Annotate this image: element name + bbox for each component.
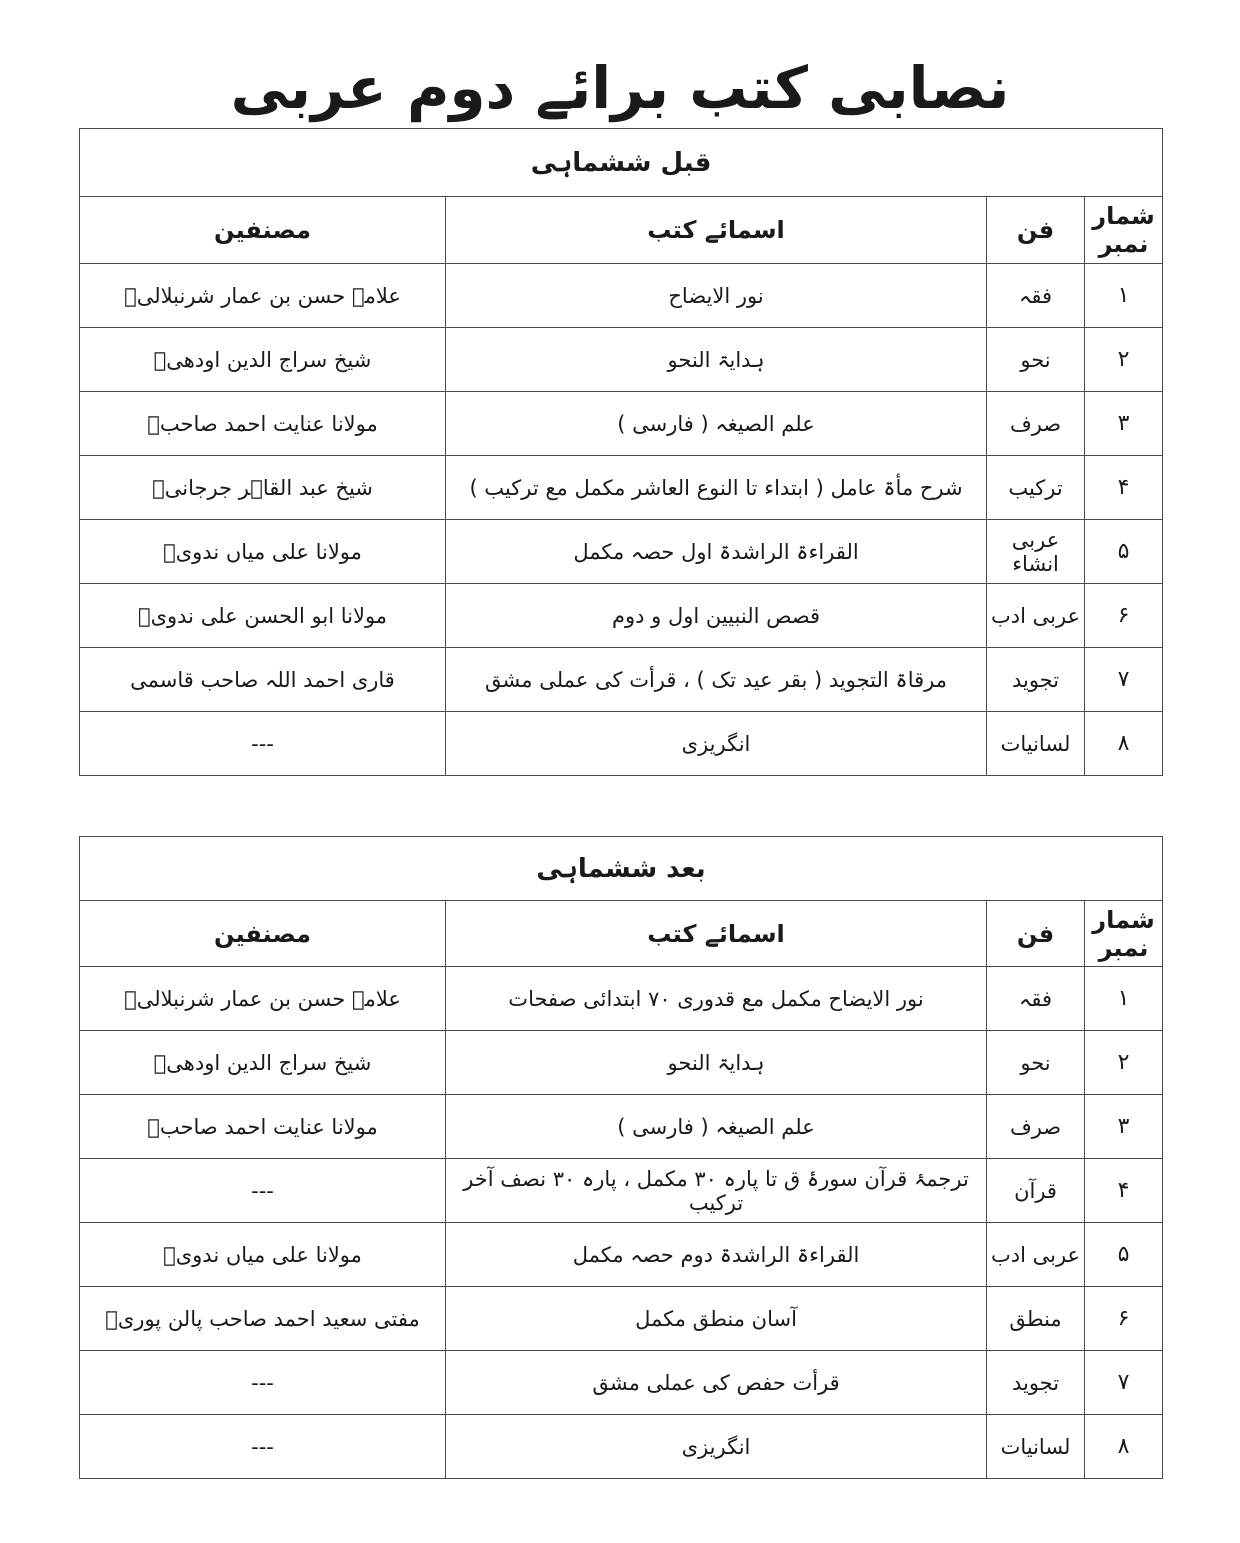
row-book-cell: ہدایۃ النحو [446, 1031, 987, 1095]
row-subject-cell: قرآن [987, 1159, 1085, 1223]
row-author-cell: علامہ حسن بن عمار شرنبلالیؒ [80, 967, 446, 1031]
table-row [80, 1351, 1163, 1415]
column-header-row [80, 197, 1163, 264]
table-row [80, 1287, 1163, 1351]
row-subject-cell: نحو [987, 1031, 1085, 1095]
column-header-book: اسمائے کتب [446, 197, 987, 264]
row-subject-cell: منطق [987, 1287, 1085, 1351]
row-number-cell: ۵ [1085, 1223, 1163, 1287]
row-subject-cell: نحو [987, 328, 1085, 392]
row-subject-cell: تجوید [987, 1351, 1085, 1415]
row-subject-cell: ترکیب [987, 456, 1085, 520]
row-author-cell: علامہ حسن بن عمار شرنبلالیؒ [80, 264, 446, 328]
column-header-subject: فن [987, 197, 1085, 264]
column-header-book: اسمائے کتب [446, 901, 987, 967]
row-number-cell: ۲ [1085, 1031, 1163, 1095]
row-subject-cell: عربی ادب [987, 1223, 1085, 1287]
row-author-cell: مفتی سعید احمد صاحب پالن پوریؒ [80, 1287, 446, 1351]
row-author-cell: قاری احمد اللہ صاحب قاسمی [80, 648, 446, 712]
row-author-cell: شیخ سراج الدین اودھیؒ [80, 328, 446, 392]
row-subject-cell: صرف [987, 1095, 1085, 1159]
row-book-cell: ترجمۂ قرآن سورۂ ق تا پارہ ۳۰ مکمل ، پارہ ۳۰ نصف آخر ترکیب [446, 1159, 987, 1223]
row-author-cell: مولانا علی میاں ندویؒ [80, 1223, 446, 1287]
row-number-cell: ۴ [1085, 456, 1163, 520]
row-number-cell: ۲ [1085, 328, 1163, 392]
row-book-cell: مرقاۃ التجوید ( بقر عید تک ) ، قرأت کی عملی مشق [446, 648, 987, 712]
row-author-cell: شیخ عبد القاہر جرجانیؒ [80, 456, 446, 520]
row-author-cell: --- [80, 1159, 446, 1223]
table-row [80, 264, 1163, 328]
table-row [80, 584, 1163, 648]
row-subject-cell: عربی ادب [987, 584, 1085, 648]
table-body [80, 264, 1163, 776]
row-author-cell: شیخ سراج الدین اودھیؒ [80, 1031, 446, 1095]
row-author-cell: --- [80, 1415, 446, 1479]
row-book-cell: نور الایضاح مکمل مع قدوری ۷۰ ابتدائی صفحات [446, 967, 987, 1031]
table-row [80, 712, 1163, 776]
table-row [80, 967, 1163, 1031]
row-author-cell: مولانا عنایت احمد صاحبؒ [80, 1095, 446, 1159]
row-book-cell: قصص النبیین اول و دوم [446, 584, 987, 648]
row-author-cell: --- [80, 712, 446, 776]
row-number-cell: ۶ [1085, 1287, 1163, 1351]
table-row [80, 1223, 1163, 1287]
row-author-cell: مولانا ابو الحسن علی ندویؒ [80, 584, 446, 648]
table-row [80, 392, 1163, 456]
row-number-cell: ۱ [1085, 264, 1163, 328]
column-header-author: مصنفین [80, 901, 446, 967]
row-author-cell: مولانا عنایت احمد صاحبؒ [80, 392, 446, 456]
column-header-row [80, 901, 1163, 967]
row-subject-cell: صرف [987, 392, 1085, 456]
table-row [80, 328, 1163, 392]
row-book-cell: انگریزی [446, 1415, 987, 1479]
row-subject-cell: لسانیات [987, 1415, 1085, 1479]
table-body [80, 967, 1163, 1479]
row-number-cell: ۵ [1085, 520, 1163, 584]
row-book-cell: قرأت حفص کی عملی مشق [446, 1351, 987, 1415]
row-number-cell: ۸ [1085, 1415, 1163, 1479]
row-subject-cell: فقہ [987, 967, 1085, 1031]
row-subject-cell: عربی انشاء [987, 520, 1085, 584]
row-book-cell: آسان منطق مکمل [446, 1287, 987, 1351]
row-number-cell: ۷ [1085, 648, 1163, 712]
row-book-cell: شرح مأۃ عامل ( ابتداء تا النوع العاشر مکمل مع ترکیب ) [446, 456, 987, 520]
row-number-cell: ۳ [1085, 1095, 1163, 1159]
row-number-cell: ۳ [1085, 392, 1163, 456]
table-row [80, 456, 1163, 520]
syllabus-table-before-midterm [79, 128, 1163, 776]
section-heading: قبل ششماہی [80, 129, 1163, 197]
row-number-cell: ۸ [1085, 712, 1163, 776]
column-header-number: شمار نمبر [1085, 197, 1163, 264]
row-book-cell: علم الصیغہ ( فارسی ) [446, 392, 987, 456]
row-book-cell: علم الصیغہ ( فارسی ) [446, 1095, 987, 1159]
table-row [80, 1159, 1163, 1223]
section-heading: بعد ششماہی [80, 837, 1163, 901]
row-number-cell: ۶ [1085, 584, 1163, 648]
row-author-cell: مولانا علی میاں ندویؒ [80, 520, 446, 584]
row-book-cell: ہدایۃ النحو [446, 328, 987, 392]
row-subject-cell: فقہ [987, 264, 1085, 328]
column-header-number: شمار نمبر [1085, 901, 1163, 967]
column-header-author: مصنفین [80, 197, 446, 264]
syllabus-table-after-midterm [79, 836, 1163, 1479]
row-book-cell: القراءۃ الراشدۃ اول حصہ مکمل [446, 520, 987, 584]
row-book-cell: نور الایضاح [446, 264, 987, 328]
table-row [80, 520, 1163, 584]
table-row [80, 1415, 1163, 1479]
column-header-subject: فن [987, 901, 1085, 967]
page-title: نصابی کتب برائے دوم عربی [230, 54, 1010, 122]
table-row [80, 1031, 1163, 1095]
row-book-cell: القراءۃ الراشدۃ دوم حصہ مکمل [446, 1223, 987, 1287]
row-subject-cell: تجوید [987, 648, 1085, 712]
table-row [80, 1095, 1163, 1159]
row-subject-cell: لسانیات [987, 712, 1085, 776]
row-number-cell: ۴ [1085, 1159, 1163, 1223]
table-row [80, 648, 1163, 712]
row-author-cell: --- [80, 1351, 446, 1415]
row-book-cell: انگریزی [446, 712, 987, 776]
row-number-cell: ۱ [1085, 967, 1163, 1031]
row-number-cell: ۷ [1085, 1351, 1163, 1415]
